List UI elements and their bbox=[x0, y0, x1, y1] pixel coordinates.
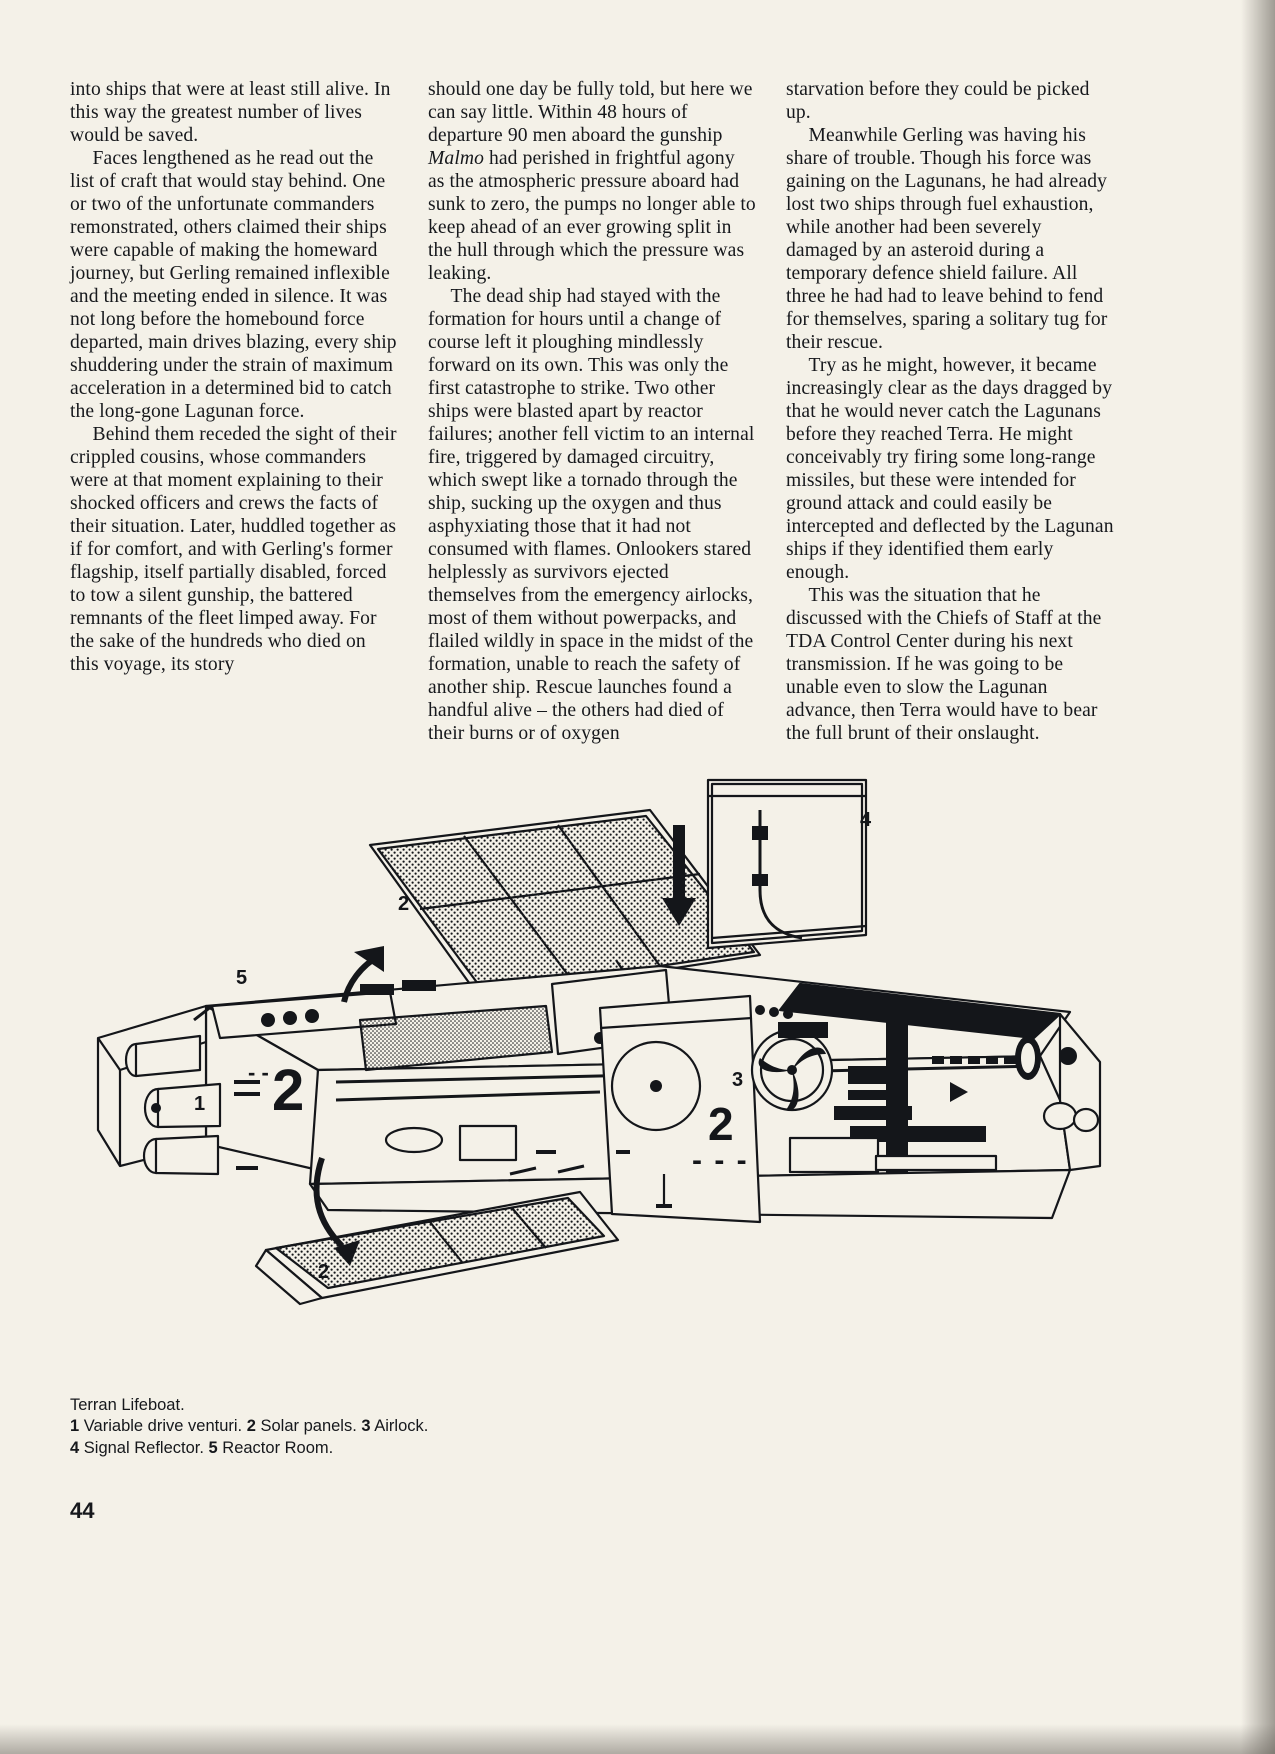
key-number-2: 2 bbox=[246, 1417, 256, 1436]
airlock-bay bbox=[600, 996, 760, 1222]
paragraph: The dead ship had stayed with the formation for hours until a change of course left it ploughing mindlessly forward on its own. This was only the first catastrophe to strike. Two other ships were blasted apart by reactor failures; another fell victim to an internal fire, triggered by damaged circuitry, which swept like a tornado through the ship, sucking up the oxygen and thus asphyxiating those that it had not consumed with flames. Onlookers stared helplessly as survivors ejected themselves from the emergency airlocks, most of them without powerpacks, and flailed wildly in space in the midst of the formation, unable to reach the safety of another ship. Rescue launches found a handful alive – the others had died of their burns or of oxygen bbox=[428, 286, 755, 745]
callout-3: 3 bbox=[732, 1069, 744, 1091]
callout-2-lower: 2 bbox=[318, 1261, 330, 1283]
key-number-5: 5 bbox=[208, 1438, 218, 1457]
hull-dashes: - - - bbox=[692, 1144, 749, 1177]
key-number-1: 1 bbox=[70, 1417, 80, 1436]
paragraph: Meanwhile Gerling was having his share of trouble. Though his force was gaining on the Lagunans, he had already lost two ships through fuel exhaustion, while another had been severely damaged by an asteroid during a temporary defence shield failure. All three he had had to leave behind to fend for themselves, sparing a solitary tug for their rescue. bbox=[786, 125, 1108, 354]
hull-marking-right: 2 bbox=[708, 1098, 734, 1150]
figure-key-line-1 bbox=[70, 1416, 630, 1437]
key-number-3: 3 bbox=[361, 1417, 371, 1436]
paragraph: Behind them receded the sight of their crippled cousins, whose commanders were at that moment explaining to their shocked officers and crews the facts of their situation. Later, huddled together as if for comfort, and with Gerling's former flagship, itself partially disabled, forced to tow a silent gunship, the battered remnants of the fleet limped away. For the sake of the hundreds who died on this voyage, its story bbox=[70, 424, 397, 676]
paragraph: This was the situation that he discussed with the Chiefs of Staff at the TDA Control Center during his next transmission. If he was going to be unable even to slow the Lagunan advance, then Terra would have to bear the full brunt of their onslaught. bbox=[786, 585, 1102, 745]
text-column-1 bbox=[70, 78, 398, 745]
paragraph: starvation before they could be picked up. bbox=[786, 79, 1090, 124]
figure-key-line-2 bbox=[70, 1438, 630, 1459]
callout-1: 1 bbox=[194, 1093, 206, 1115]
airlock-fan bbox=[752, 1030, 832, 1111]
callout-2-upper: 2 bbox=[398, 893, 410, 915]
page-number: 44 bbox=[70, 1498, 95, 1523]
terran-lifeboat-illustration bbox=[60, 770, 1120, 1330]
text-column-3 bbox=[786, 78, 1114, 745]
key-text-2: Solar panels. bbox=[255, 1417, 362, 1436]
paragraph: into ships that were at least still alive. In this way the greatest number of lives would be saved. bbox=[70, 79, 391, 147]
callout-4: 4 bbox=[860, 809, 872, 831]
paragraph: Faces lengthened as he read out the list of craft that would stay behind. One or two of the unfortunate commanders remonstrated, others claimed their ships were capable of making the homeward journey, but Gerling remained inflexible and the meeting ended in silence. It was not long before the homebound force departed, main drives blazing, every ship shuddering under the strain of maximum acceleration in a determined bid to catch the long-gone Lagunan force. bbox=[70, 148, 397, 423]
key-text-1: Variable drive venturi. bbox=[79, 1417, 247, 1436]
key-text-4: Signal Reflector. bbox=[79, 1438, 209, 1457]
text-column-2 bbox=[428, 78, 756, 745]
figure-title: Terran Lifeboat. bbox=[70, 1396, 185, 1414]
key-text-3: Airlock. bbox=[370, 1417, 429, 1436]
article-columns bbox=[70, 78, 1115, 745]
key-number-4: 4 bbox=[70, 1438, 80, 1457]
hull-marking-left: 2 bbox=[272, 1058, 305, 1123]
figure-caption bbox=[70, 1395, 630, 1459]
paragraph: should one day be fully told, but here we can say little. Within 48 hours of departure 90 men aboard the gunship Malmo had perished in frightful agony as the atmospheric pressure aboard had sunk to zero, the pumps no longer able to keep ahead of an ever growing split in the hull through which the pressure was leaking. bbox=[428, 79, 756, 285]
paragraph: Try as he might, however, it became increasingly clear as the days dragged by that he would never catch the Lagunans before they reached Terra. He might conceivably try firing some long-range missiles, but these were intended for ground attack and could easily be intercepted and deflected by the Lagunan ships if they identified them early enough. bbox=[786, 355, 1114, 584]
signal-reflector bbox=[708, 780, 866, 948]
callout-5: 5 bbox=[236, 967, 248, 989]
hull-dashes-left: - - bbox=[248, 1060, 269, 1085]
key-text-5: Reactor Room. bbox=[217, 1438, 334, 1457]
